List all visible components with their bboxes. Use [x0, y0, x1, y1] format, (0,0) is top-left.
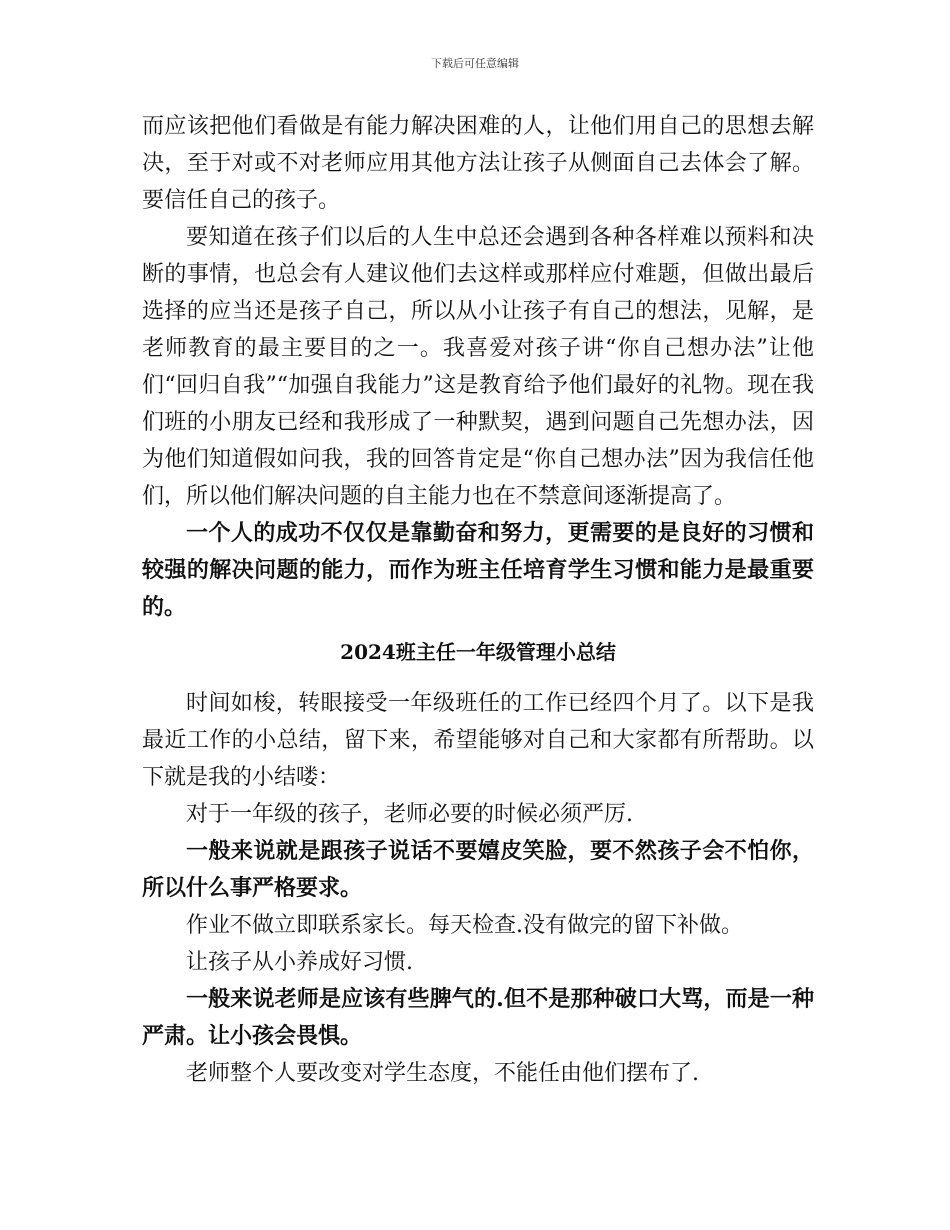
- paragraph-homework: 作业不做立即联系家长。每天检查.没有做完的留下补做。: [186, 913, 743, 938]
- paragraph-habits-emphasis: 一个人的成功不仅仅是靠勤奋和努力，更需要的是良好的习惯和较强的解决问题的能力，而作为班主任培育学生习惯和能力是最重要的。: [142, 520, 814, 620]
- paragraph-change-attitude: 老师整个人要改变对学生态度，不能任由他们摆布了.: [186, 1061, 699, 1086]
- paragraph-intro: 时间如梭，转眼接受一年级班任的工作已经四个月了。以下是我最近工作的小总结，留下来，希望能够对自己和大家都有所帮助。以下就是我的小结喽：: [142, 691, 814, 790]
- paragraph-no-joking: 一般来说就是跟孩子说话不要嬉皮笑脸，要不然孩子会不怕你，所以什么事严格要求。: [142, 838, 814, 901]
- document-body: [142, 108, 814, 1092]
- paragraph-good-habits: 让孩子从小养成好习惯.: [186, 950, 413, 975]
- paragraph-independent-thinking: 要知道在孩子们以后的人生中总还会遇到各种各样难以预料和决断的事情，也总会有人建议他们去这样或那样应付难题，但做出最后选择的应当还是孩子自己，所以从小让孩子有自己的想法，见解，是老师教育的最主要目的之一。我喜爱对孩子讲“你自己想办法”让他们“回归自我”“加强自我能力”这是教育给予他们最好的礼物。现在我们班的小朋友已经和我形成了一种默契，遇到问题自己先想办法，因为他们知道假如问我，我的回答肯定是“你自己想办法”因为我信任他们，所以他们解决问题的自主能力也在不禁意间逐渐提高了。: [142, 225, 814, 509]
- paragraph-strict-teacher: 对于一年级的孩子，老师必要的时候必须严厉.: [186, 802, 633, 827]
- section-title: 2024班主任一年级管理小总结: [340, 640, 616, 664]
- paragraph-teacher-temper: 一般来说老师是应该有些脾气的.但不是那种破口大骂，而是一种严肃。让小孩会畏惧。: [142, 986, 814, 1049]
- paragraph-continuation: 而应该把他们看做是有能力解决困难的人，让他们用自己的思想去解决，至于对或不对老师应用其他方法让孩子从侧面自己去体会了解。要信任自己的孩子。: [142, 114, 814, 213]
- page-header-note: 下载后可任意编辑: [431, 57, 519, 70]
